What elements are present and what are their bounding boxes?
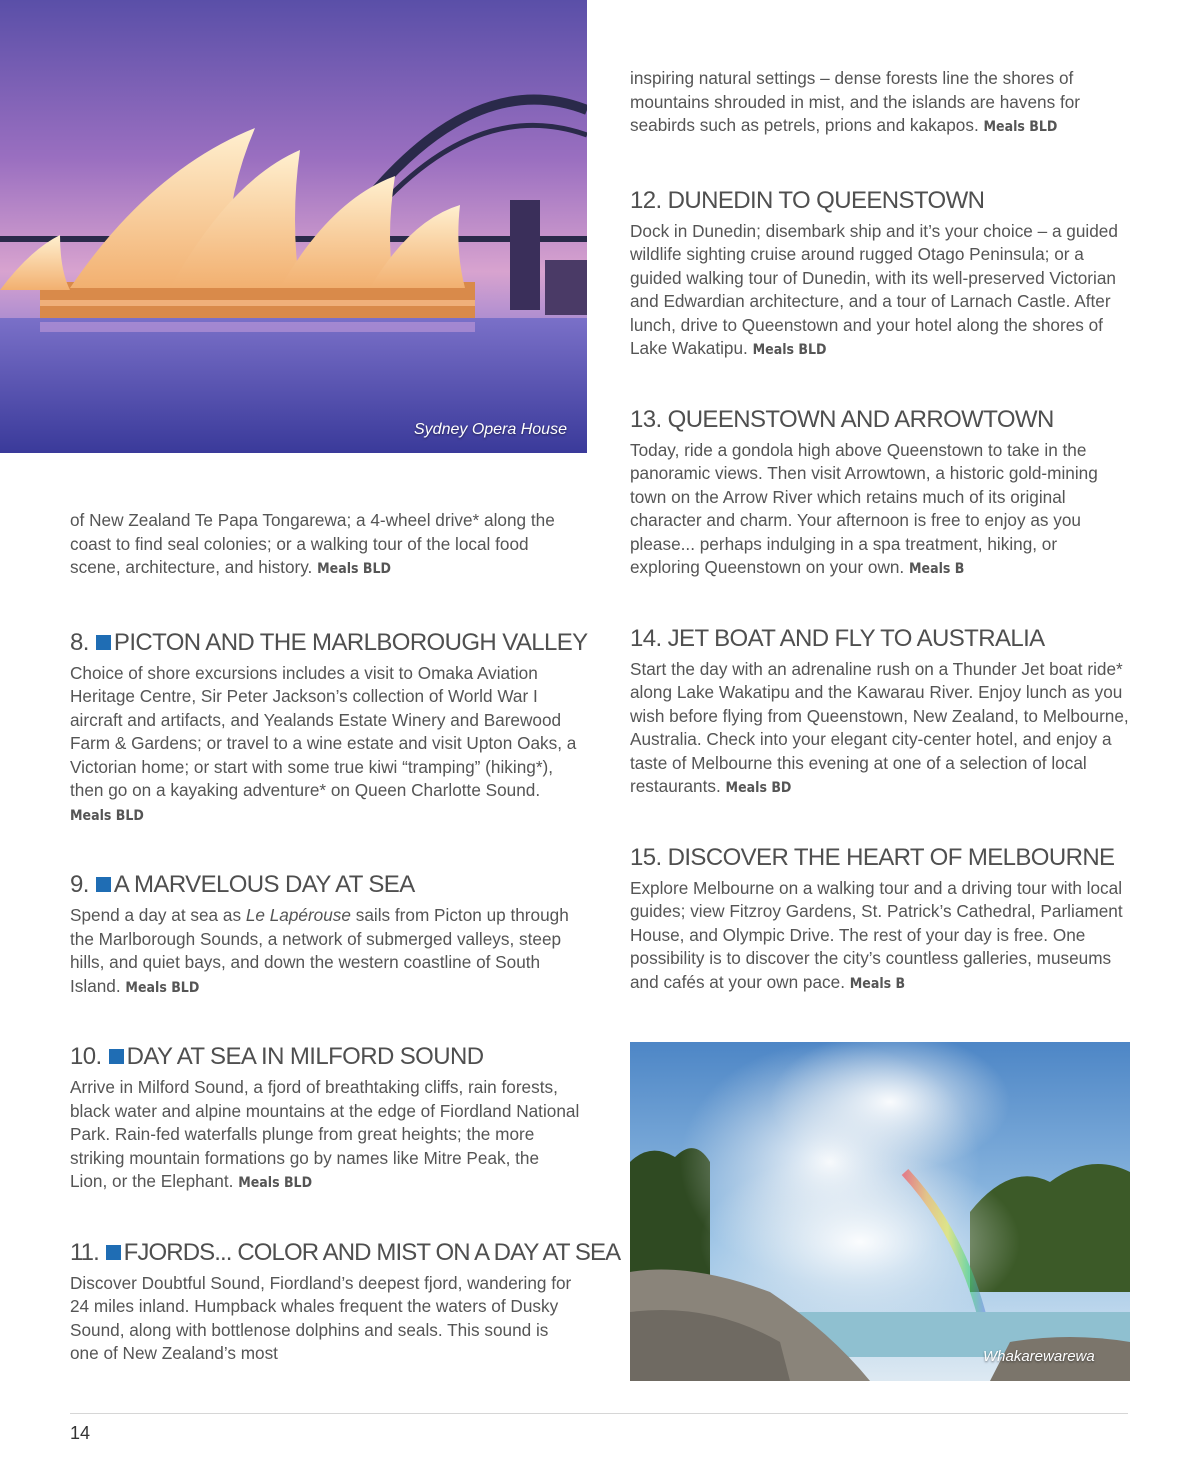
day-10-number: 10. [70, 1043, 102, 1070]
day-14 [630, 624, 1130, 801]
day-9-text-before: Spend a day at sea as [70, 905, 246, 925]
left-intro-text: of New Zealand Te Papa Tongarewa; a 4-wheel drive* along the coast to find seal colonies; or a walking tour of the local food scene, architecture, and history. [70, 510, 555, 577]
left-column [70, 509, 621, 1366]
day-15-title: 15. DISCOVER THE HEART OF MELBOURNE [630, 843, 1115, 871]
day-14-meals: Meals BD [725, 780, 792, 796]
day-11-title: FJORDS... COLOR AND MIST ON A DAY AT SEA [123, 1238, 621, 1266]
day-8-text: Choice of shore excursions includes a visit to Omaka Aviation Heritage Centre, Sir Peter Jackson’s collection of World War I aircraft and artifacts, and Yealands Estate Winery and Barewood Farm & Gardens; or travel to a wine estate and visit Upton Oaks, a Victorian home; or start with some true kiwi “tramping” (hiking*), then go on a kayaking adventure* on Queen Charlotte Sound. [70, 662, 577, 800]
day-8-meals: Meals BLD [70, 807, 144, 824]
day-14-title: 14. JET BOAT AND FLY TO AUSTRALIA [630, 624, 1045, 652]
day-8-title: PICTON AND THE MARLBOROUGH VALLEY [113, 628, 588, 656]
day-13-meals: Meals B [909, 561, 965, 577]
day-11-text: Discover Doubtful Sound, Fiordland’s deepest fjord, wandering for 24 miles inland. Humpback whales frequent the waters of Dusky Sound, along with bottlenose dolphins and seals. This sound is one of New Zealand’s most [70, 1272, 572, 1363]
day-11 [70, 1238, 621, 1366]
day-13-text: Today, ride a gondola high above Queenstown to take in the panoramic views. Then visit Arrowtown, a historic gold-mining town on the Arrow River which retains much of its original character and charm. Your afternoon is free to enjoy as you please... perhaps indulging in a spa treatment, hiking, or exploring Queenstown on your own. [630, 439, 1098, 577]
day-10 [70, 1042, 580, 1196]
day-15 [630, 843, 1130, 997]
right-column [630, 67, 1130, 996]
ship-name: Le Lapérouse [245, 905, 351, 925]
day-9-text-after: sails from Picton up through the Marlborough Sounds, a network of submerged valleys, steep hills, and quiet bays, and down the western coastline of South Island. [70, 905, 569, 996]
day-9-meals: Meals BLD [125, 979, 200, 996]
bullet-square-icon [96, 635, 111, 650]
day-13-title: 13. QUEENSTOWN AND ARROWTOWN [630, 405, 1054, 433]
left-intro [70, 509, 580, 582]
day-12-text: Dock in Dunedin; disembark ship and it’s your choice – a guided wildlife sighting cruise around rugged Otago Peninsula; or a guided walking tour of Dunedin, with its well-preserved Victorian and Edwardian architecture, and a tour of Larnach Castle. After lunch, drive to Queenstown and your hotel along the shores of Lake Wakatipu. [630, 220, 1118, 358]
day-9 [70, 870, 580, 1000]
right-intro [630, 67, 1130, 140]
day-15-meals: Meals B [849, 975, 906, 992]
left-intro-meals: Meals BLD [317, 561, 391, 577]
day-14-text: Start the day with an adrenaline rush on a Thunder Jet boat ride* along Lake Wakatipu and the Kawarau River. Enjoy lunch as you wish before flying from Queenstown, New Zealand, to Melbourne, Australia. Check into your elegant city-center hotel, and enjoy a taste of Melbourne this evening at one of a selection of local restaurants. [630, 658, 1129, 796]
day-10-text: Arrive in Milford Sound, a fjord of breathtaking cliffs, rain forests, black water and alpine mountains at the edge of Fiordland National Park. Rain-fed waterfalls plunge from great heights; the more striking mountain formations go by names like Mitre Peak, the Lion, or the Elephant. [70, 1077, 580, 1191]
bullet-square-icon [106, 1245, 121, 1260]
day-12-title: 12. DUNEDIN TO QUEENSTOWN [630, 186, 985, 214]
day-15-text: Explore Melbourne on a walking tour and a driving tour with local guides; view Fitzroy Gardens, St. Patrick’s Cathedral, Parliament House, and Olympic Drive. The rest of your day is free. One possibility is to discover the city’s countless galleries, museums and cafés at your own pace. [630, 877, 1123, 992]
whakarewarewa-caption: Whakarewarewa [983, 1348, 1095, 1365]
day-9-number: 9. [70, 871, 89, 898]
day-11-number: 11. [70, 1238, 99, 1266]
sydney-opera-house-caption: Sydney Opera House [414, 421, 567, 438]
day-8 [70, 628, 588, 829]
day-12 [630, 186, 1130, 363]
bullet-square-icon [109, 1049, 124, 1064]
day-10-meals: Meals BLD [238, 1175, 313, 1191]
day-12-meals: Meals BLD [752, 342, 827, 358]
page-number: 14 [70, 1423, 91, 1443]
footer-divider [70, 1413, 1128, 1414]
day-13 [630, 405, 1130, 582]
bullet-square-icon [96, 877, 111, 892]
right-intro-text: inspiring natural settings – dense forests line the shores of mountains shrouded in mist, and the islands are havens for seabirds such as petrels, prions and kakapos. [630, 68, 1080, 135]
right-intro-meals: Meals BLD [983, 119, 1058, 135]
day-10-title: DAY AT SEA IN MILFORD SOUND [126, 1043, 484, 1070]
sydney-opera-house-photo [0, 0, 587, 453]
whakarewarewa-photo [630, 1042, 1130, 1381]
day-8-number: 8. [70, 628, 89, 656]
day-9-title: A MARVELOUS DAY AT SEA [113, 871, 415, 898]
